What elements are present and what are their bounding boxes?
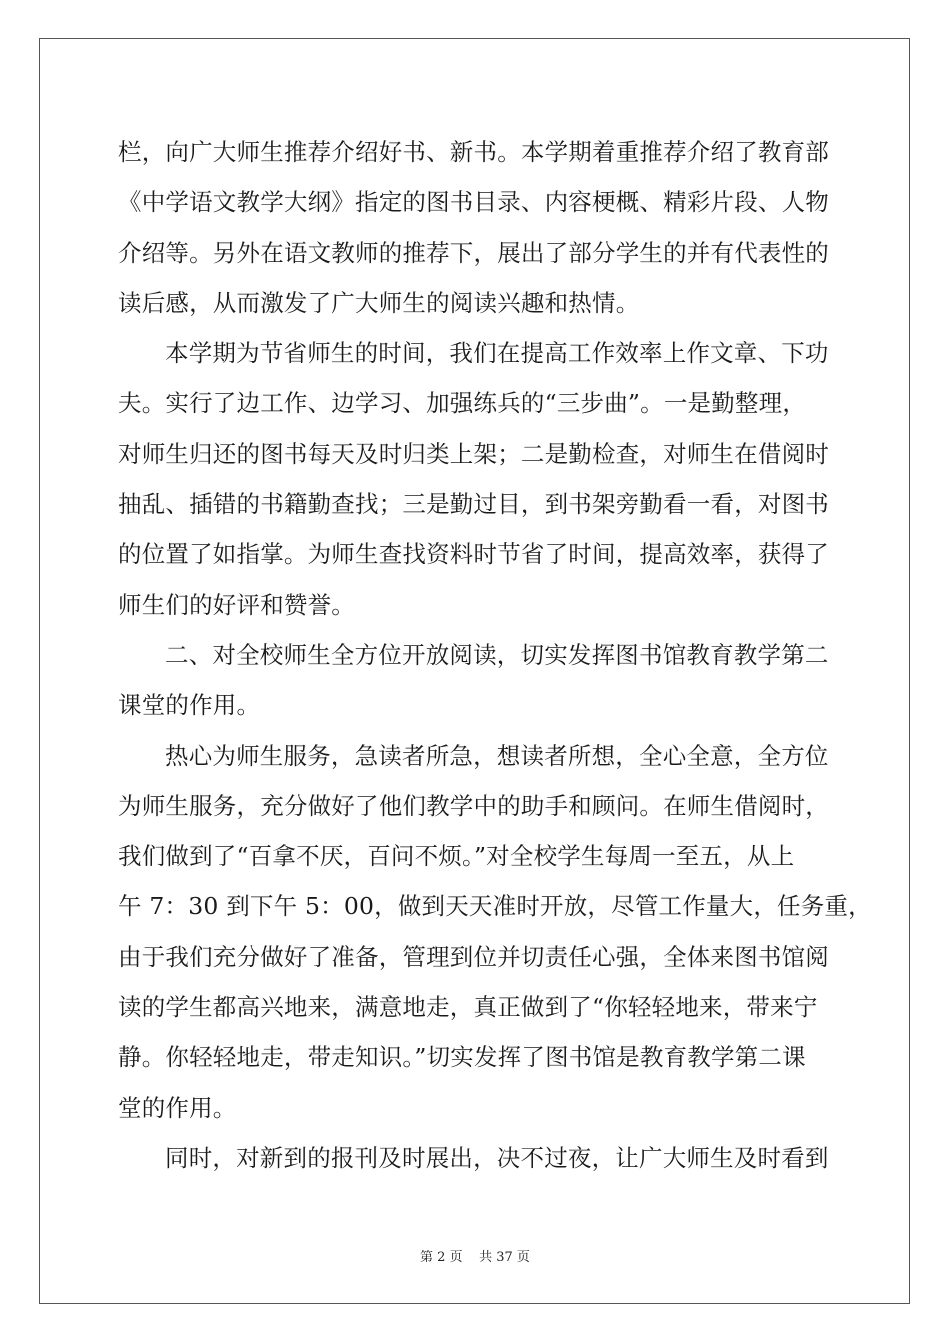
text-line: 静。你轻轻地走，带走知识。”切实发挥了图书馆是教育教学第二课: [118, 1043, 806, 1072]
text-line: 热心为师生服务，急读者所急，想读者所想，全心全意，全方位: [165, 741, 829, 770]
text-line: 《中学语文教学大纲》指定的图书目录、内容梗概、精彩片段、人物: [118, 188, 829, 217]
text-line: 由于我们充分做好了准备，管理到位并切责任心强，全体来图书馆阅: [118, 942, 829, 971]
text-line: 介绍等。另外在语文教师的推荐下，展出了部分学生的并有代表性的: [118, 238, 829, 267]
page-number: 第 2 页: [420, 1250, 463, 1265]
page-footer: [0, 1246, 950, 1265]
text-line: 的位置了如指掌。为师生查找资料时节省了时间，提高效率，获得了: [118, 540, 829, 569]
text-line: 夫。实行了边工作、边学习、加强练兵的“三步曲”。一是勤整理，: [118, 389, 807, 418]
text-line: 堂的作用。: [118, 1093, 237, 1122]
text-line: 读的学生都高兴地来，满意地走，真正做到了“你轻轻地来，带来宁: [118, 993, 818, 1022]
text-line: 午 7：30 到下午 5：00，做到天天准时开放，尽管工作量大，任务重，: [118, 892, 872, 921]
text-line: 抽乱、插错的书籍勤查找；三是勤过目，到书架旁勤看一看，对图书: [118, 490, 829, 519]
text-line: 师生们的好评和赞誉。: [118, 590, 355, 619]
page-total: 共 37 页: [479, 1250, 530, 1265]
text-line: 为师生服务，充分做好了他们教学中的助手和顾问。在师生借阅时，: [118, 791, 829, 820]
text-line: 同时，对新到的报刊及时展出，决不过夜，让广大师生及时看到: [165, 1143, 829, 1172]
text-line: 二、对全校师生全方位开放阅读，切实发挥图书馆教育教学第二: [165, 640, 829, 669]
text-line: 课堂的作用。: [118, 691, 261, 720]
document-body: [118, 127, 872, 1183]
text-line: 栏，向广大师生推荐介绍好书、新书。本学期着重推荐介绍了教育部: [118, 138, 829, 166]
text-line: 读后感，从而激发了广大师生的阅读兴趣和热情。: [118, 288, 640, 317]
text-line: 我们做到了“百拿不厌，百问不烦。”对全校学生每周一至五，从上: [118, 842, 795, 871]
text-line: 对师生归还的图书每天及时归类上架；二是勤检查，对师生在借阅时: [118, 439, 829, 468]
text-line: 本学期为节省师生的时间，我们在提高工作效率上作文章、下功: [165, 339, 829, 368]
